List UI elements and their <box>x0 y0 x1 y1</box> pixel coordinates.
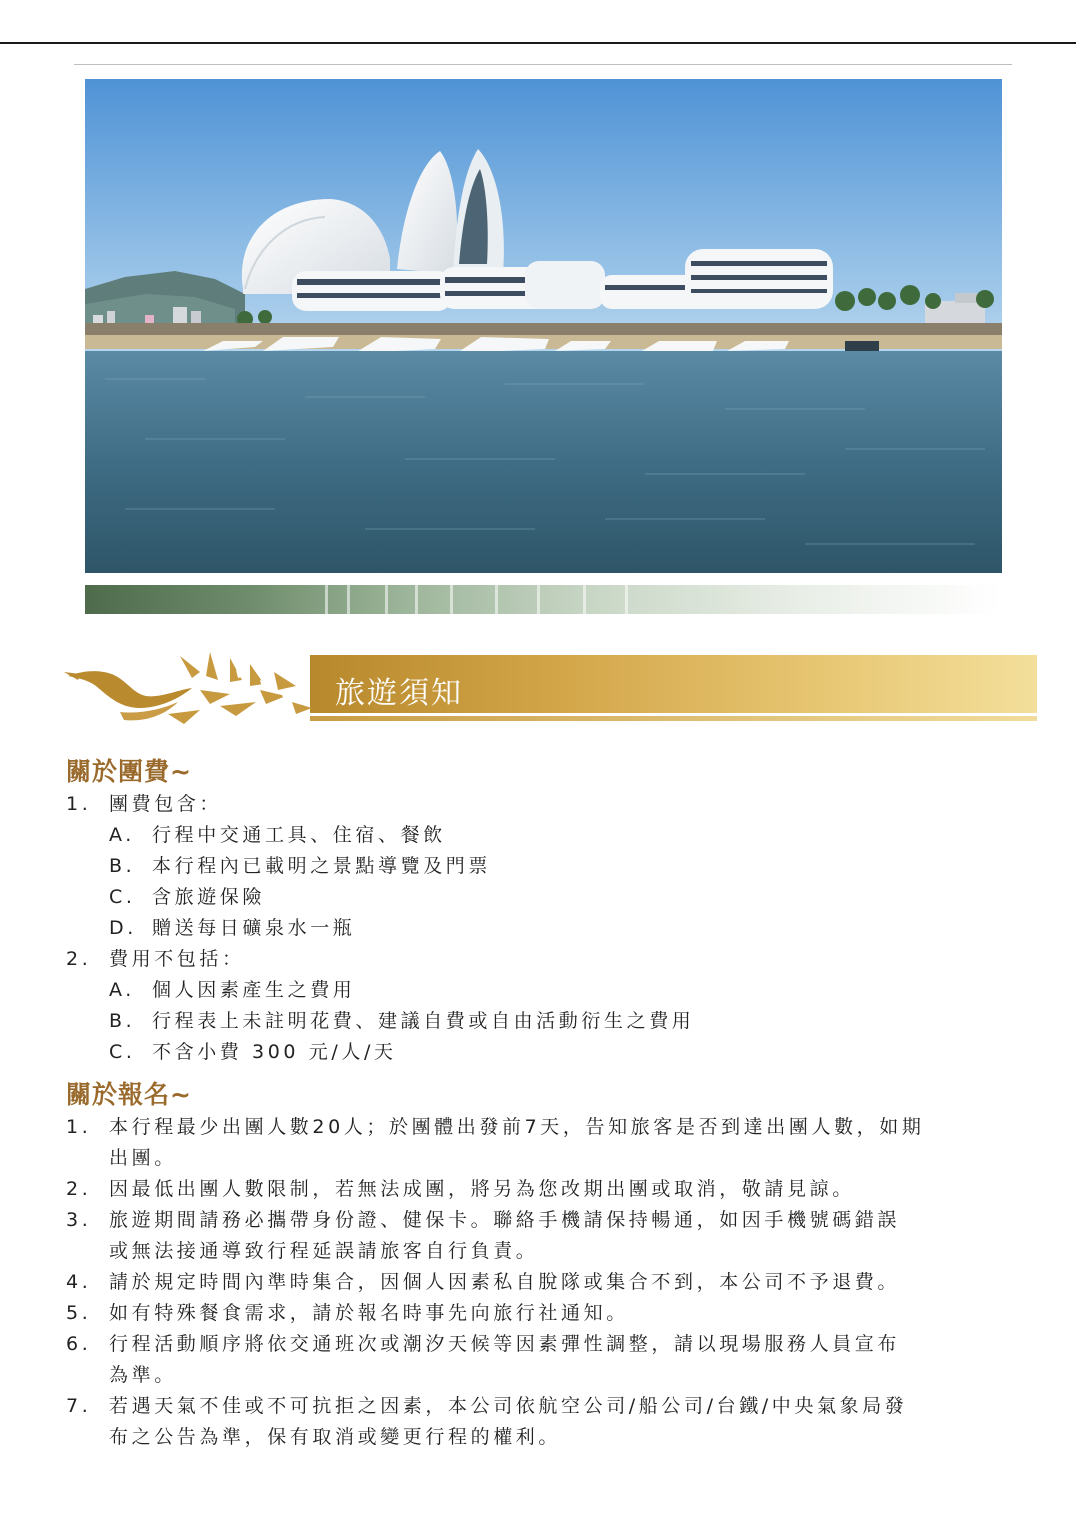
list-subitem: B. 行程表上未註明花費、建議自費或自由活動衍生之費用 <box>109 1010 695 1032</box>
signup-section <box>66 1078 1026 1453</box>
list-item-continuation: 或無法接通導致行程延誤請旅客自行負責。 <box>109 1240 539 1262</box>
list-subitem: A. 個人因素產生之費用 <box>109 979 356 1001</box>
list-item: 7. 若遇天氣不佳或不可抗拒之因素，本公司依航空公司/船公司/台鐵/中央氣象局發 <box>66 1395 908 1417</box>
fees-heading: 關於團費~ <box>66 757 192 786</box>
list-item: 2. 費用不包括： <box>66 948 245 970</box>
list-subitem: C. 含旅遊保險 <box>109 886 266 908</box>
list-item: 5. 如有特殊餐食需求，請於報名時事先向旅行社通知。 <box>66 1302 629 1324</box>
section-banner <box>60 650 1040 730</box>
list-item-continuation: 出團。 <box>109 1147 177 1169</box>
banner-underline <box>310 716 1037 721</box>
list-item-continuation: 為準。 <box>109 1364 177 1386</box>
list-subitem: B. 本行程內已載明之景點導覽及門票 <box>109 855 492 877</box>
list-item: 6. 行程活動順序將依交通班次或潮汐天候等因素彈性調整，請以現場服務人員宣布 <box>66 1333 901 1355</box>
list-item: 1. 本行程最少出團人數20人；於團體出發前7天，告知旅客是否到達出團人數，如期 <box>66 1116 925 1138</box>
list-item: 2. 因最低出團人數限制，若無法成團，將另為您改期出團或取消，敬請見諒。 <box>66 1178 855 1200</box>
opera-house-photo <box>85 79 1002 573</box>
list-item: 3. 旅遊期間請務必攜帶身份證、健保卡。聯絡手機請保持暢通，如因手機號碼錯誤 <box>66 1209 901 1231</box>
list-item: 1. 團費包含： <box>66 793 223 815</box>
list-item: 4. 請於規定時間內準時集合，因個人因素私自脫隊或集合不到，本公司不予退費。 <box>66 1271 901 1293</box>
signup-heading: 關於報名~ <box>66 1080 192 1109</box>
decorative-photo-strip <box>85 585 1002 614</box>
list-subitem: A. 行程中交通工具、住宿、餐飲 <box>109 824 446 846</box>
top-rule <box>0 42 1076 44</box>
fees-section <box>66 755 1026 1068</box>
banner-title: 旅遊須知 <box>335 676 463 711</box>
header-divider <box>74 64 1012 65</box>
list-subitem: C. 不含小費 300 元/人/天 <box>109 1041 397 1063</box>
list-item-continuation: 布之公告為準，保有取消或變更行程的權利。 <box>109 1426 562 1448</box>
list-subitem: D. 贈送每日礦泉水一瓶 <box>109 917 356 939</box>
